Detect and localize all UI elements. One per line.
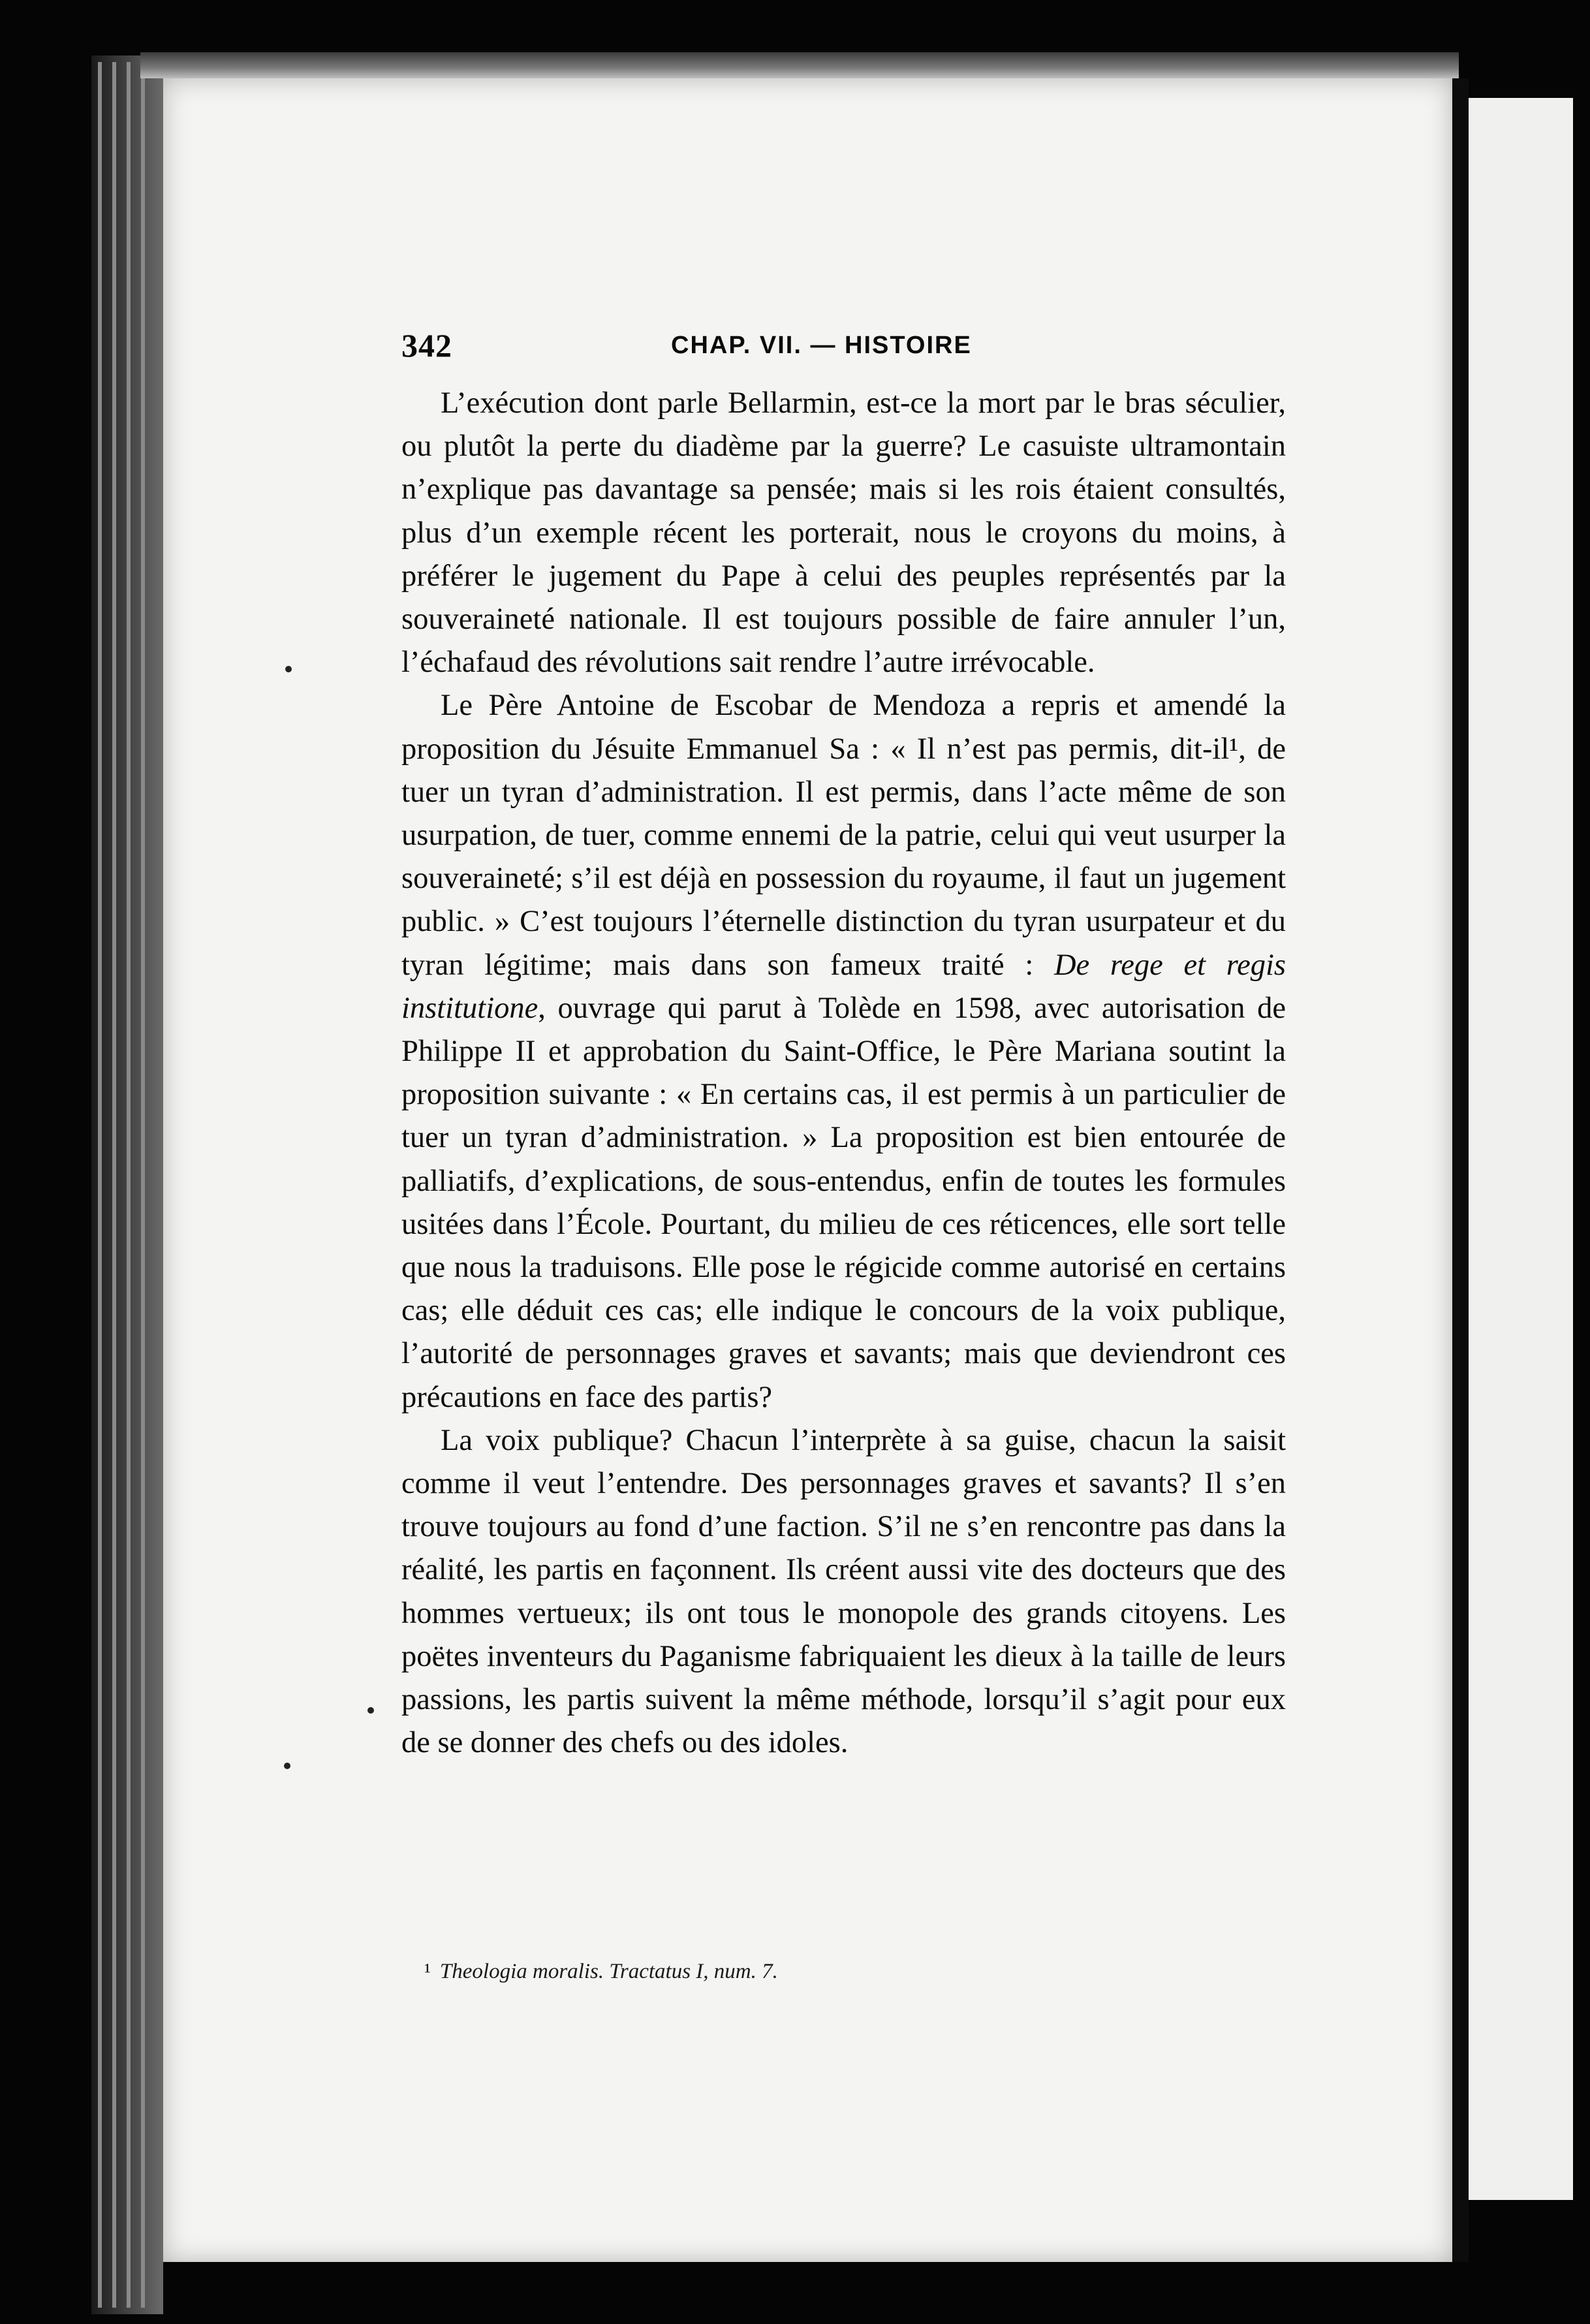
footnote-text: Theologia moralis. Tractatus I, num. 7. [439,1960,778,1983]
page-gutter [1452,78,1469,2262]
facing-page-edge [1469,98,1573,2200]
page-number: 342 [401,327,452,364]
scan-speck [285,666,292,672]
page-edge-line [141,62,145,2308]
running-head: CHAP. VII. — HISTOIRE [671,332,972,359]
paragraph-text: , ouvrage qui parut à Tolède en 1598, avec autorisation de Philippe II et approbation du Saint-Office, le Père Mariana soutint la proposition suivante : « En certains cas, il est permis à un particulier de tuer un tyran d’administration. » La proposition est bien entourée de palliatifs, d’explications, de sous-entendus, enfin de toutes les formules usitées dans l’École. Pourtant, du milieu de ces réticences, elle sort telle que nous la traduisons. Elle pose le régicide comme autorisé en certains cas; elle déduit ces cas; elle indique le concours de la voix publique, l’autorité de personnages graves et savants; mais que deviendront ces précautions en face des partis? [401,991,1286,1414]
page-edge-line [112,62,116,2308]
book-top-edge [140,52,1459,78]
page-edge-line [127,62,131,2308]
paragraph-text: Le Père Antoine de Escobar de Mendoza a repris et amendé la proposition du Jésuite Emmanuel Sa : « Il n’est pas permis, dit-il¹, de tuer un tyran d’administration. Il est permis, dans l’acte même de son usurpation, de tuer, comme ennemi de la patrie, celui qui veut usurper la souveraineté; s’il est déjà en possession du royaume, il faut un jugement public. » C’est toujours l’éternelle distinction du tyran usurpateur et du tyran légitime; mais dans son fameux traité : [401,689,1286,982]
scan-speck [367,1707,374,1714]
scan-speck [284,1763,290,1769]
paragraph: L’exécution dont parle Bellarmin, est-ce la mort par le bras séculier, ou plutôt la perte du diadème par la guerre? Le casuiste ultramontain n’explique pas davantage sa pensée; mais si les rois étaient consultés, plus d’un exemple récent les porterait, nous le croyons du moins, à préférer le jugement du Pape à celui des peuples représentés par la souveraineté nationale. Il est toujours possible de faire annuler l’un, l’échafaud des révolutions sait rendre l’autre irrévocable. [401,386,1286,680]
body-text [401,382,1286,1765]
paragraph: La voix publique? Chacun l’interprète à sa guise, chacun la saisit comme il veut l’entendre. Des personnages graves et savants? Il s’en trouve toujours au fond d’une faction. S’il ne s’en rencontre pas dans la réalité, les partis en façonnent. Ils créent aussi vite des docteurs que des hommes vertueux; ils ont tous le monopole des grands citoyens. Les poëtes inventeurs du Paganisme fabriquaient les dieux à la taille de leurs passions, les partis suivent la même méthode, lorsqu’il s’agit pour eux de se donner des chefs ou des idoles. [401,1423,1286,1760]
page-header [401,326,1286,372]
footnote-mark: ¹ [424,1960,431,1983]
page-edge-line [98,62,102,2308]
book-title-italic: De rege et regis institutione [401,948,1286,1025]
footnote [424,1960,1273,1984]
paragraph [401,684,1286,1419]
